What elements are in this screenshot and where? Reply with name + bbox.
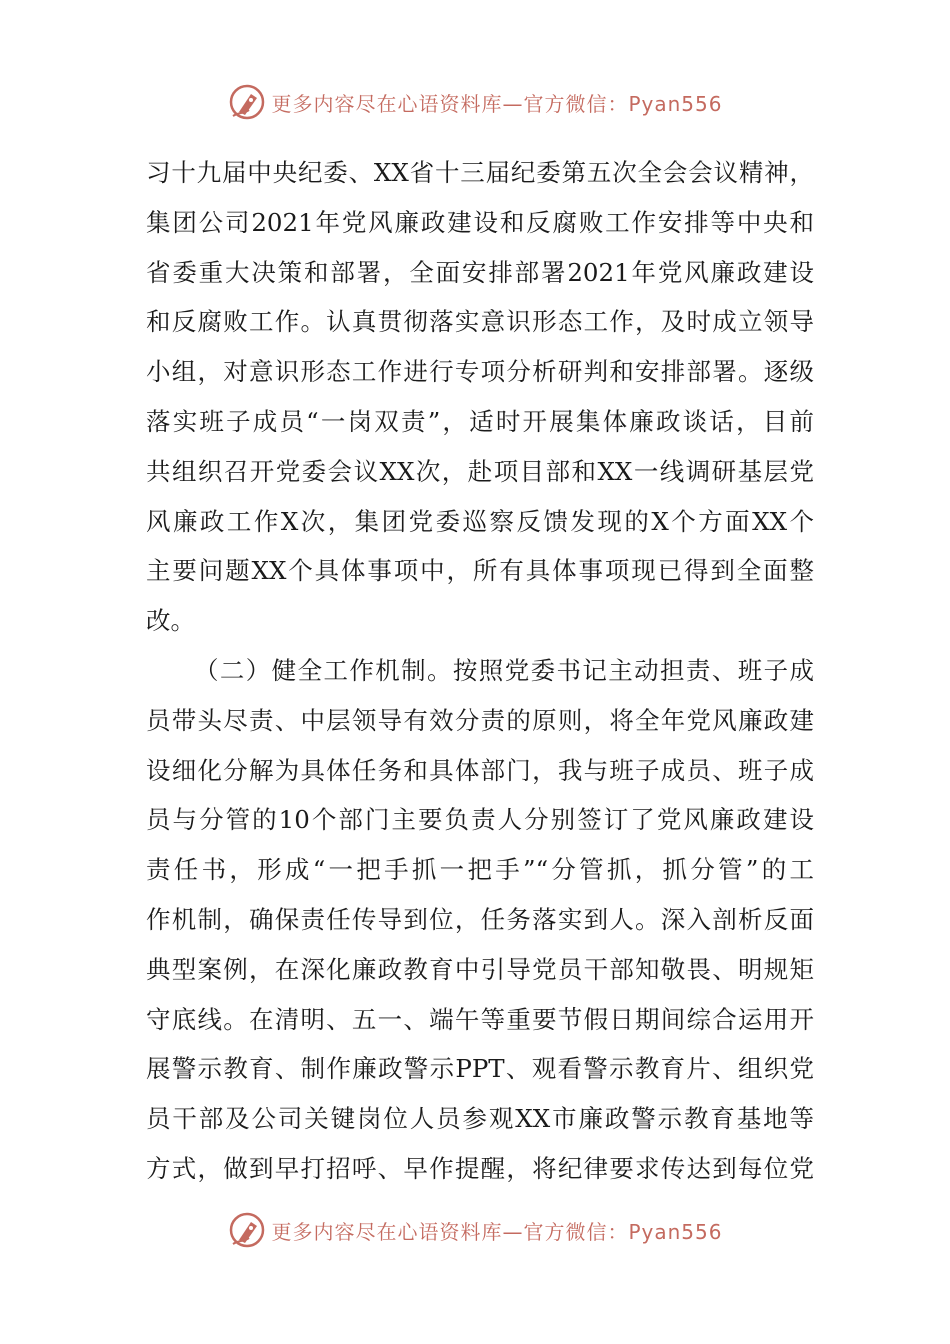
text-line: 员干部及公司关键岗位人员参观XX市廉政警示教育基地等 — [146, 1104, 814, 1134]
text-line: 风廉政工作X次，集团党委巡察反馈发现的X个方面XX个 — [146, 506, 814, 536]
document-body — [146, 148, 814, 1194]
text-line: 方式，做到早打招呼、早作提醒，将纪律要求传达到每位党 — [146, 1153, 814, 1183]
text-line: 设细化分解为具体任务和具体部门，我与班子成员、班子成 — [146, 755, 814, 785]
text-line: 共组织召开党委会议XX次，赴项目部和XX一线调研基层党 — [146, 456, 814, 486]
text-line: 习十九届中央纪委、XX省十三届纪委第五次全会会议精神， — [146, 158, 814, 187]
text-line: 作机制，确保责任传导到位，任务落实到人。深入剖析反面 — [146, 904, 814, 934]
text-line: 小组，对意识形态工作进行专项分析研判和安排部署。逐级 — [146, 357, 814, 387]
text-line: 员与分管的10个部门主要负责人分别签订了党风廉政建设 — [146, 805, 814, 835]
text-line: 省委重大决策和部署，全面安排部署2021年党风廉政建设 — [146, 257, 814, 287]
header-watermark — [0, 80, 950, 124]
pen-nib-logo-icon — [227, 1210, 267, 1250]
text-line: 和反腐败工作。认真贯彻落实意识形态工作，及时成立领导 — [146, 307, 814, 337]
section-heading-line: （二）健全工作机制。按照党委书记主动担责、班子成 — [194, 655, 814, 685]
text-line: 改。 — [146, 606, 195, 636]
text-line: 守底线。在清明、五一、端午等重要节假日期间综合运用开 — [146, 1004, 814, 1034]
text-line: 典型案例，在深化廉政教育中引导党员干部知敬畏、明规矩 — [146, 954, 814, 984]
pen-nib-logo-icon — [227, 82, 267, 122]
footer-watermark — [0, 1208, 950, 1252]
text-line: 主要问题XX个具体事项中，所有具体事项现已得到全面整 — [146, 556, 814, 586]
text-line: 落实班子成员“一岗双责”，适时开展集体廉政谈话，目前 — [146, 406, 814, 436]
text-line: 展警示教育、制作廉政警示PPT、观看警示教育片、组织党 — [146, 1054, 814, 1084]
text-line: 员带头尽责、中层领导有效分责的原则，将全年党风廉政建 — [146, 705, 814, 735]
watermark-text: 更多内容尽在心语资料库—官方微信：Pyan556 — [271, 1219, 723, 1244]
text-line: 责任书，形成“一把手抓一把手”“分管抓，抓分管”的工 — [146, 855, 814, 885]
text-line: 集团公司2021年党风廉政建设和反腐败工作安排等中央和 — [146, 207, 814, 237]
watermark-text: 更多内容尽在心语资料库—官方微信：Pyan556 — [271, 91, 723, 116]
